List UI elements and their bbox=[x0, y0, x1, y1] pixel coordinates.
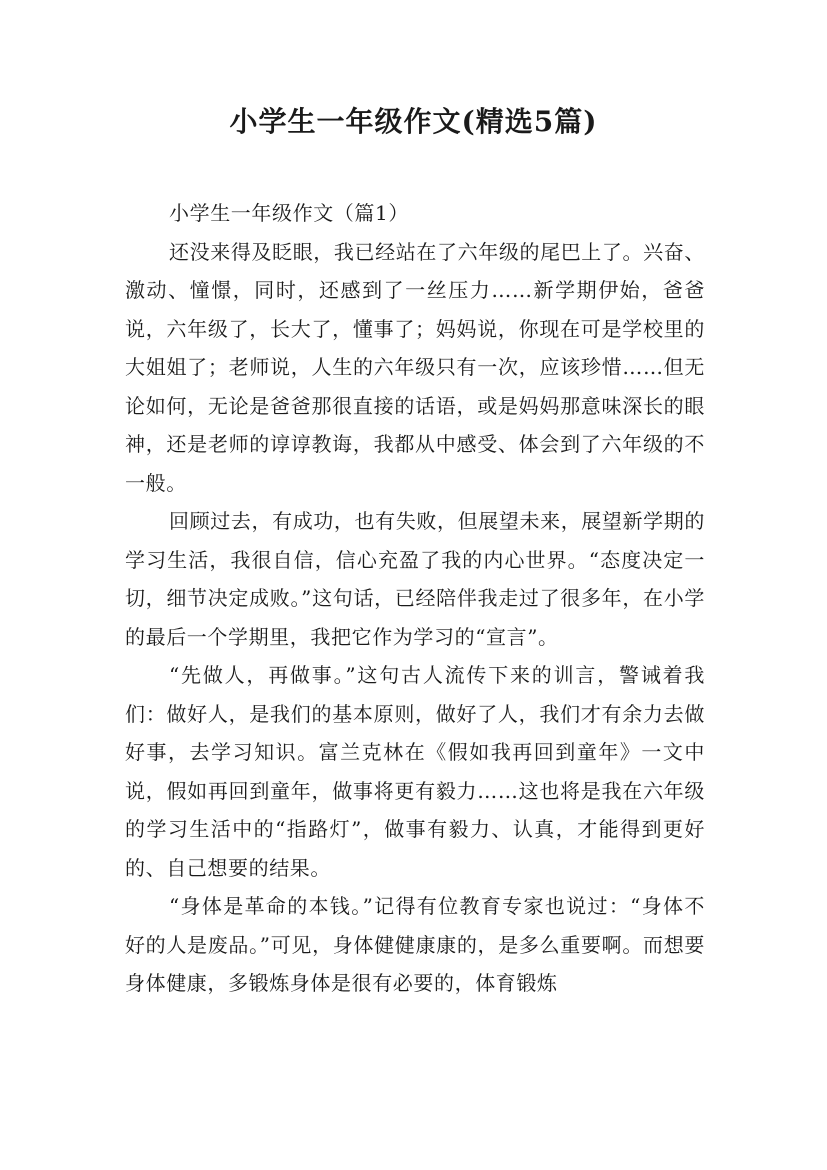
paragraph-3: “先做人，再做事。”这句古人流传下来的训言，警诫着我们：做好人，是我们的基本原则，做好了人，我们才有余力去做好事，去学习知识。富兰克林在《假如我再回到童年》一文中说，假如再回到童年，做事将更有毅力……这也将是我在六年级的学习生活中的“指路灯”，做事有毅力、认真，才能得到更好的、自己想要的结果。 bbox=[125, 663, 705, 880]
document-body bbox=[125, 194, 705, 1003]
paragraph-2: 回顾过去，有成功，也有失败，但展望未来，展望新学期的学习生活，我很自信，信心充盈了我的内心世界。“态度决定一切，细节决定成败。”这句话，已经陪伴我走过了很多年，在小学的最后一个学期里，我把它作为学习的“宣言”。 bbox=[125, 509, 705, 649]
document-title: 小学生一年级作文(精选5篇) bbox=[229, 105, 598, 138]
section-heading: 小学生一年级作文（篇1） bbox=[169, 201, 409, 225]
paragraph-4: “身体是革命的本钱。”记得有位教育专家也说过：“身体不好的人是废品。”可见，身体健健康康的，是多么重要啊。而想要身体健康，多锻炼身体是很有必要的，体育锻炼 bbox=[125, 894, 705, 995]
paragraph-1: 还没来得及眨眼，我已经站在了六年级的尾巴上了。兴奋、激动、憧憬，同时，还感到了一丝压力……新学期伊始，爸爸说，六年级了，长大了，懂事了；妈妈说，你现在可是学校里的大姐姐了；老师说，人生的六年级只有一次，应该珍惜……但无论如何，无论是爸爸那很直接的话语，或是妈妈那意味深长的眼神，还是老师的谆谆教诲，我都从中感受、体会到了六年级的不一般。 bbox=[125, 239, 705, 495]
